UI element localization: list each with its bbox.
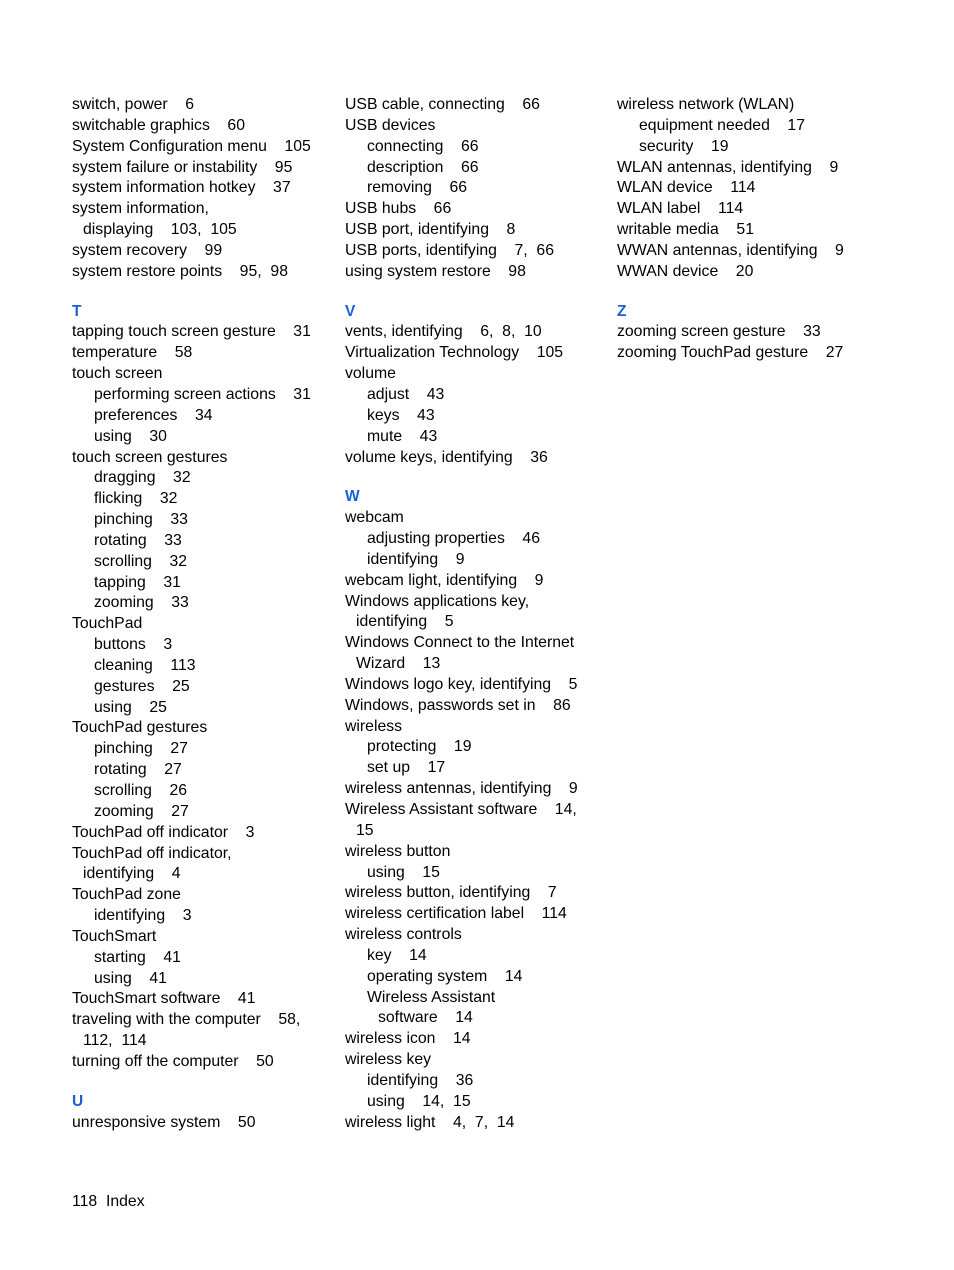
- index-entry: TouchPad zone: [72, 886, 181, 904]
- index-entry: zooming screen gesture 33: [617, 323, 821, 341]
- index-entry: webcam light, identifying 9: [345, 571, 544, 589]
- index-entry: system restore points 95, 98: [72, 262, 288, 280]
- index-entry: System Configuration menu 105: [72, 137, 311, 155]
- section-letter-heading: T: [72, 302, 82, 320]
- index-subentry: cleaning 113: [94, 656, 196, 674]
- index-subentry: scrolling 32: [94, 552, 188, 570]
- index-subentry: rotating 33: [94, 531, 182, 549]
- index-subentry: identifying 9: [367, 550, 465, 568]
- index-entry: TouchSmart software 41: [72, 990, 256, 1008]
- index-entry: WWAN antennas, identifying 9: [617, 241, 844, 259]
- index-subentry: equipment needed 17: [639, 116, 805, 134]
- index-subentry: using 14, 15: [367, 1092, 471, 1110]
- index-entry: webcam: [345, 509, 404, 527]
- index-subentry: protecting 19: [367, 738, 472, 756]
- index-subentry: removing 66: [367, 179, 468, 197]
- index-subentry: software 14: [378, 1009, 473, 1027]
- index-entry: using system restore 98: [345, 262, 526, 280]
- index-column-1: [72, 95, 332, 1134]
- index-entry-continuation: identifying 5: [356, 613, 454, 631]
- index-subentry: mute 43: [367, 427, 438, 445]
- index-entry: system failure or instability 95: [72, 158, 293, 176]
- index-subentry: security 19: [639, 137, 729, 155]
- index-subentry: description 66: [367, 158, 479, 176]
- index-entry: WWAN device 20: [617, 262, 754, 280]
- index-entry: USB ports, identifying 7, 66: [345, 241, 554, 259]
- index-subentry: adjusting properties 46: [367, 530, 540, 548]
- index-subentry: keys 43: [367, 406, 435, 424]
- index-subentry: connecting 66: [367, 137, 479, 155]
- index-entry: system recovery 99: [72, 241, 223, 259]
- index-entry: zooming TouchPad gesture 27: [617, 344, 844, 362]
- index-entry: Wireless Assistant software 14,: [345, 801, 577, 818]
- index-entry-continuation: 112, 114: [83, 1032, 147, 1050]
- index-subentry: starting 41: [94, 948, 181, 966]
- index-entry: wireless key: [345, 1051, 432, 1069]
- index-subentry: rotating 27: [94, 761, 182, 779]
- index-entry: system information,: [72, 200, 209, 218]
- index-entry: turning off the computer 50: [72, 1052, 274, 1070]
- index-subentry: pinching 27: [94, 740, 188, 758]
- index-subentry: key 14: [367, 946, 427, 964]
- index-entry: wireless: [345, 717, 403, 735]
- index-entry: WLAN label 114: [617, 200, 744, 218]
- index-entry: TouchPad off indicator 3: [72, 823, 255, 841]
- index-entry-continuation: 15: [356, 821, 374, 839]
- section-letter-heading: V: [345, 302, 356, 320]
- section-letter-heading: Z: [617, 302, 627, 320]
- index-subentry: buttons 3: [94, 636, 173, 654]
- index-entry-continuation: identifying 4: [83, 865, 181, 883]
- index-entry: TouchPad gestures: [72, 719, 208, 737]
- index-entry: wireless light 4, 7, 14: [345, 1113, 515, 1131]
- index-subentry: using 41: [94, 969, 167, 987]
- index-subentry: set up 17: [367, 759, 446, 777]
- index-entry: wireless icon 14: [345, 1030, 471, 1048]
- index-subentry: dragging 32: [94, 469, 191, 487]
- index-subentry: identifying 3: [94, 907, 192, 925]
- index-entry: TouchPad off indicator,: [72, 844, 232, 862]
- index-subentry: gestures 25: [94, 677, 190, 695]
- index-entry: USB cable, connecting 66: [345, 96, 540, 113]
- index-subentry: identifying 36: [367, 1071, 474, 1089]
- index-subentry: preferences 34: [94, 406, 213, 424]
- index-subentry: scrolling 26: [94, 782, 188, 799]
- index-entry: temperature 58: [72, 344, 193, 362]
- index-entry: wireless button, identifying 7: [345, 884, 557, 902]
- index-entry: touch screen: [72, 365, 163, 383]
- section-letter-heading: W: [345, 488, 360, 506]
- section-name: Index: [105, 1193, 145, 1210]
- index-entry: TouchSmart: [72, 927, 157, 945]
- index-subentry: pinching 33: [94, 511, 188, 529]
- index-subentry: using 25: [94, 698, 167, 716]
- index-entry: WLAN device 114: [617, 179, 756, 197]
- index-entry: volume: [345, 365, 396, 383]
- index-entry: vents, identifying 6, 8, 10: [345, 323, 542, 341]
- index-entry: USB port, identifying 8: [345, 221, 516, 239]
- index-entry-continuation: displaying 103, 105: [83, 221, 237, 239]
- index-entry: touch screen gestures: [72, 448, 228, 466]
- index-entry: Virtualization Technology 105: [345, 344, 564, 362]
- index-entry: traveling with the computer 58,: [72, 1011, 301, 1029]
- index-entry: wireless controls: [345, 926, 462, 944]
- index-subentry: operating system 14: [367, 967, 523, 985]
- index-entry: tapping touch screen gesture 31: [72, 323, 311, 341]
- index-subentry: tapping 31: [94, 573, 181, 591]
- section-letter-heading: U: [72, 1092, 84, 1110]
- index-subentry: flicking 32: [94, 490, 178, 508]
- index-subentry: zooming 27: [94, 802, 189, 820]
- index-entry: Windows logo key, identifying 5: [345, 675, 578, 693]
- index-entry: WLAN antennas, identifying 9: [617, 158, 839, 176]
- index-subentry: using 15: [367, 863, 440, 881]
- index-entry: wireless antennas, identifying 9: [345, 780, 578, 798]
- page-number: 118: [72, 1193, 98, 1210]
- index-entry: USB hubs 66: [345, 200, 452, 218]
- index-column-2: [345, 95, 605, 1134]
- index-subentry: performing screen actions 31: [94, 385, 311, 403]
- index-entry: switch, power 6: [72, 96, 195, 113]
- page-footer: [72, 1191, 145, 1213]
- index-subentry: zooming 33: [94, 594, 189, 612]
- index-entry: wireless certification label 114: [345, 905, 567, 923]
- index-entry: system information hotkey 37: [72, 179, 291, 197]
- index-entry: Windows, passwords set in 86: [345, 696, 571, 714]
- index-entry: wireless button: [345, 842, 451, 860]
- index-entry: writable media 51: [617, 221, 754, 239]
- index-entry-continuation: Wizard 13: [356, 655, 441, 673]
- index-entry: switchable graphics 60: [72, 116, 245, 134]
- index-subentry: adjust 43: [367, 385, 445, 403]
- index-entry: unresponsive system 50: [72, 1113, 256, 1131]
- index-subentry: using 30: [94, 427, 167, 445]
- index-entry: Windows Connect to the Internet: [345, 634, 575, 652]
- index-subentry: Wireless Assistant: [367, 988, 496, 1006]
- index-entry: TouchPad: [72, 615, 143, 633]
- index-entry: wireless network (WLAN): [617, 96, 795, 113]
- index-entry: Windows applications key,: [345, 592, 530, 610]
- index-entry: volume keys, identifying 36: [345, 448, 548, 466]
- index-entry: USB devices: [345, 116, 436, 134]
- index-column-3: [617, 95, 907, 364]
